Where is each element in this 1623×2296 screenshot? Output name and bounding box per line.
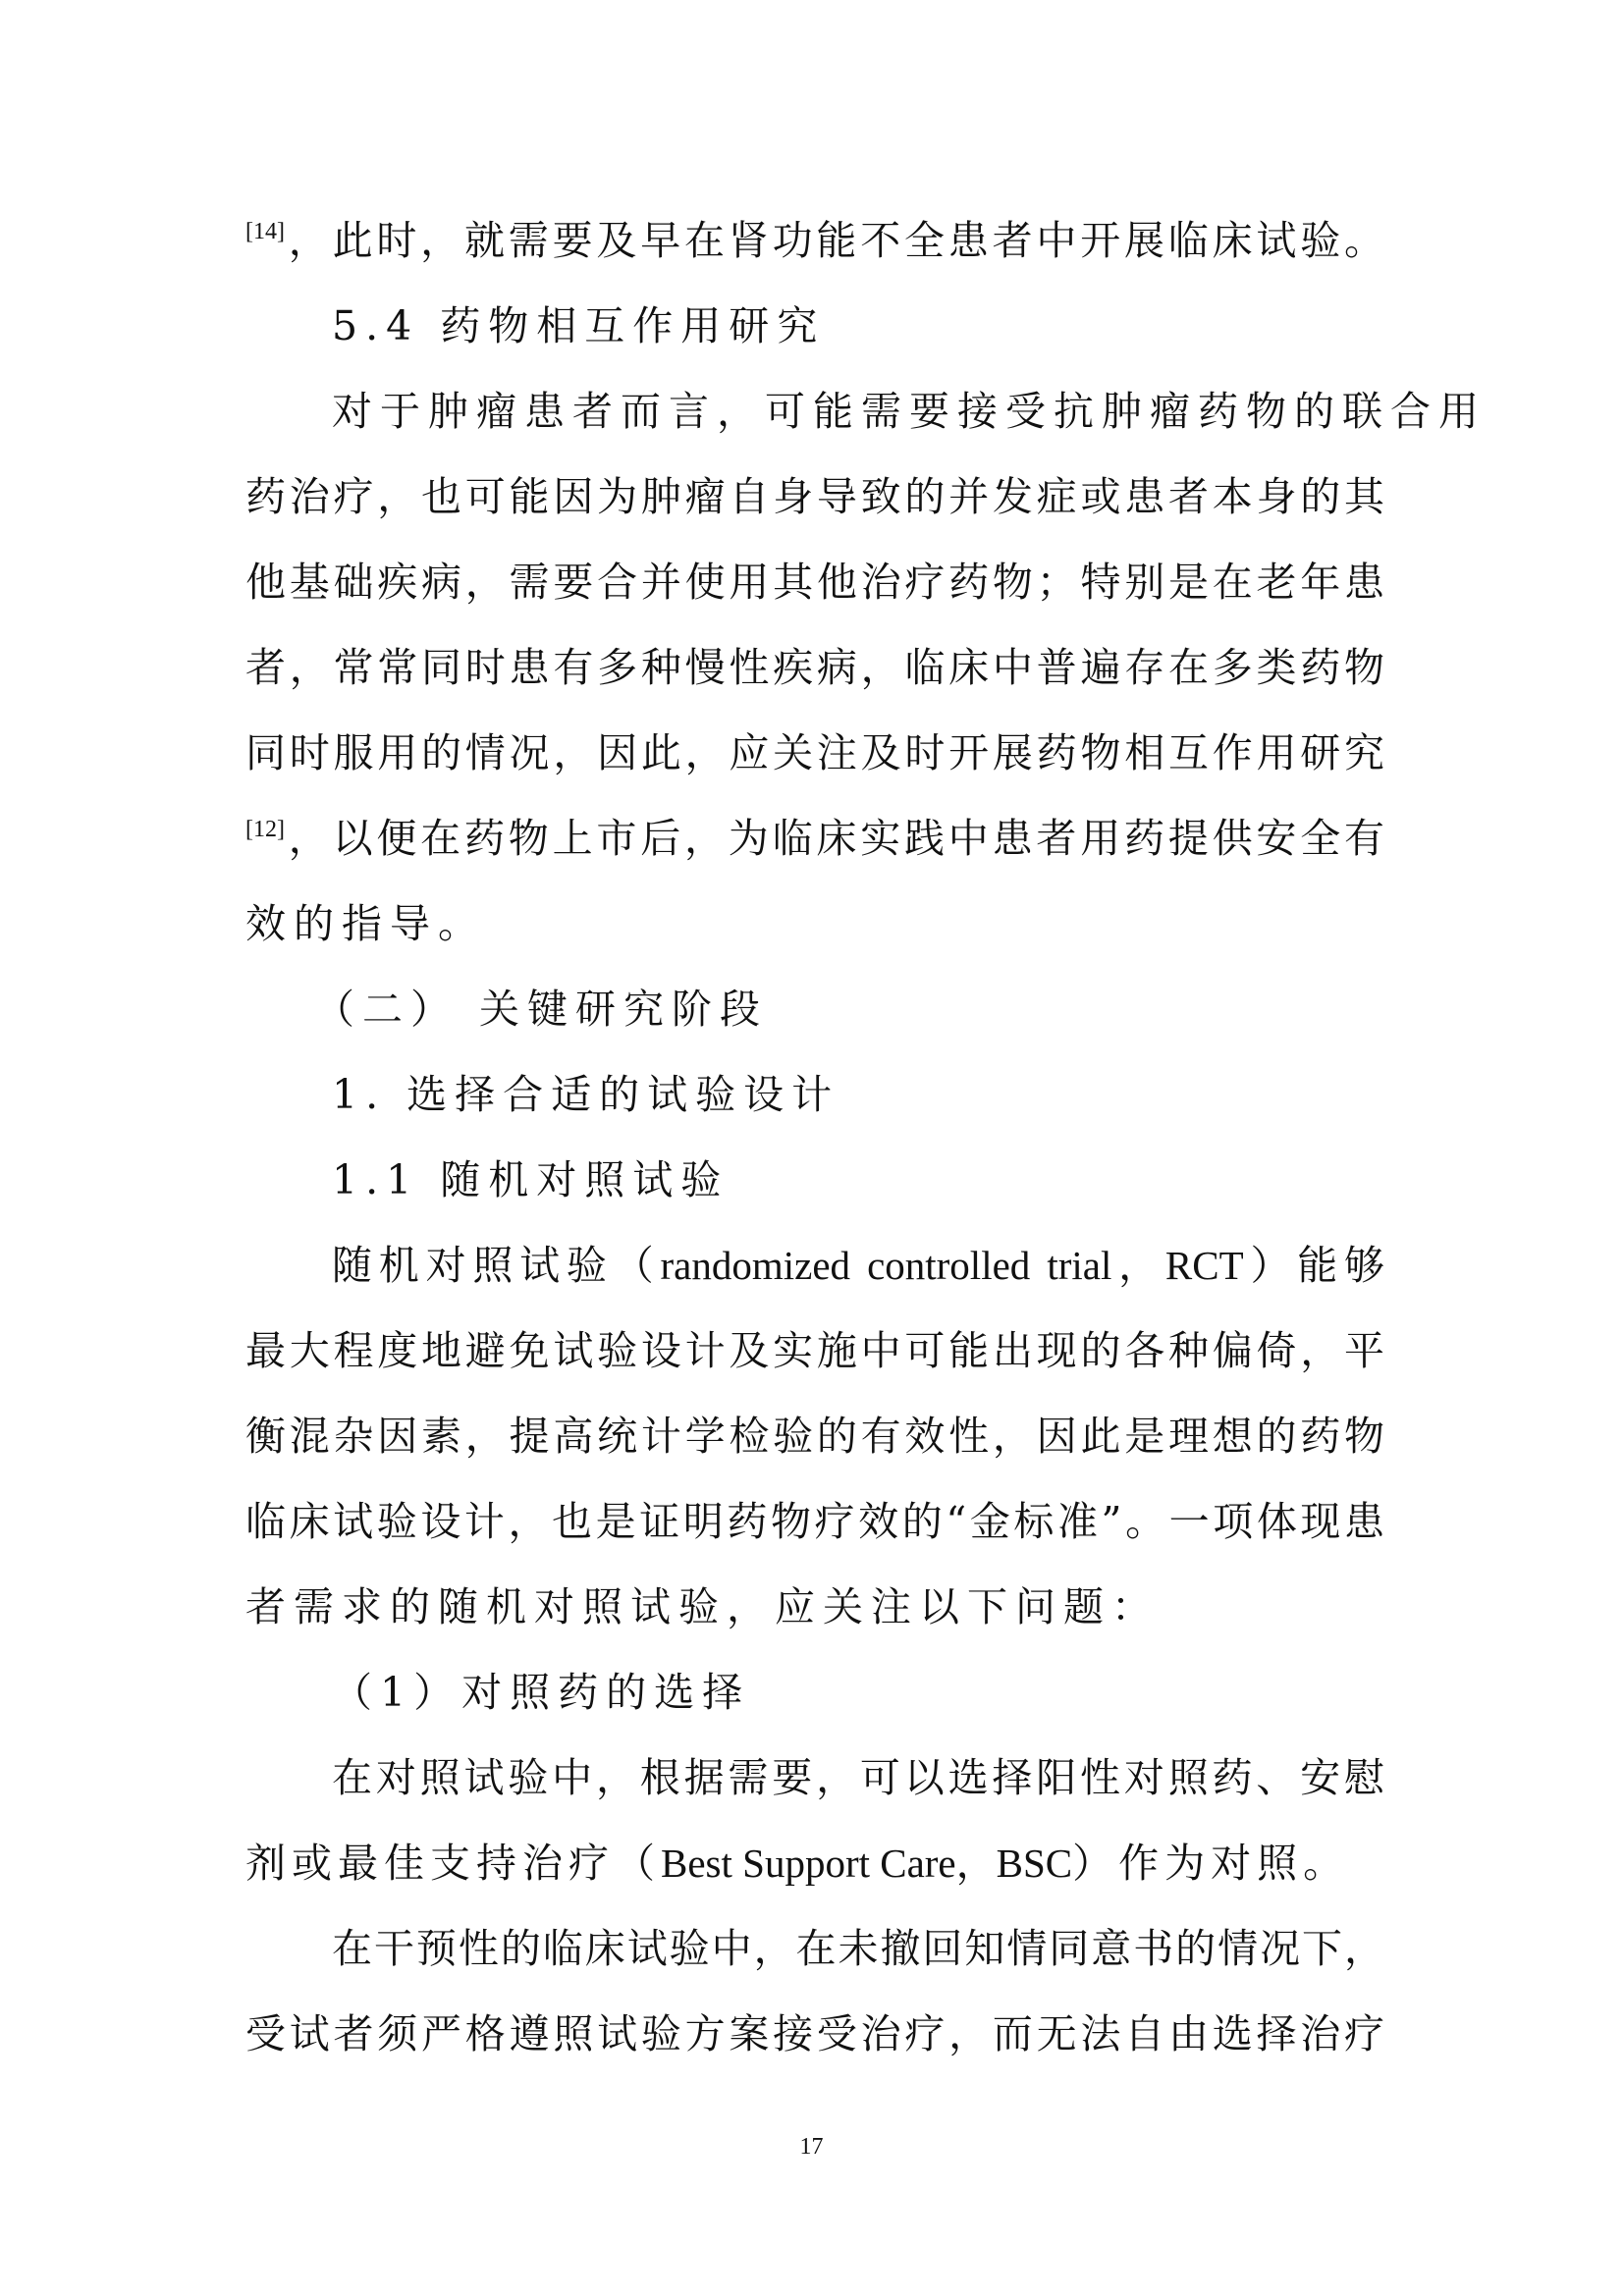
text-line: 受试者须严格遵照试验方案接受治疗，而无法自由选择治疗 — [245, 2010, 1384, 2057]
citation-ref: [14] — [245, 219, 285, 244]
page-number: 17 — [799, 2134, 824, 2160]
text-line: 者，常常同时患有多种慢性疾病，临床中普遍存在多类药物 — [245, 644, 1384, 691]
text-line: 药治疗，也可能因为肿瘤自身导致的并发症或患者本身的其 — [245, 473, 1384, 520]
text-line: 者需求的随机对照试验，应关注以下问题： — [245, 1583, 1160, 1630]
text-line: 衡混杂因素，提高统计学检验的有效性，因此是理想的药物 — [245, 1413, 1384, 1460]
text-line: [14]，此时，就需要及早在肾功能不全患者中开展临床试验。 — [245, 217, 1384, 264]
citation-ref: [12] — [245, 817, 285, 842]
section-heading-key-stages: （二） 关键研究阶段 — [314, 986, 769, 1033]
section-heading-1-1: 1.1 随机对照试验 — [332, 1156, 730, 1203]
text-line: 最大程度地避免试验设计及实施中可能出现的各种偏倚，平 — [245, 1327, 1384, 1374]
text-line: 对于肿瘤患者而言，可能需要接受抗肿瘤药物的联合用 — [332, 388, 1487, 435]
text-line: 随机对照试验（randomized controlled trial，RCT）能够 — [332, 1242, 1385, 1289]
text-line: 同时服用的情况，因此，应关注及时开展药物相互作用研究 — [245, 729, 1384, 776]
text-line: 在干预性的临床试验中，在未撤回知情同意书的情况下， — [332, 1925, 1384, 1972]
section-heading-5-4: 5.4 药物相互作用研究 — [332, 302, 826, 349]
text-line: 他基础疾病，需要合并使用其他治疗药物；特别是在老年患 — [245, 559, 1384, 606]
section-heading-1: 1. 选择合适的试验设计 — [332, 1071, 840, 1118]
text-line: 剂或最佳支持治疗（Best Support Care，BSC）作为对照。 — [245, 1840, 1350, 1887]
text-line: 效的指导。 — [245, 900, 486, 947]
subsection-heading-comparator: （1）对照药的选择 — [332, 1669, 751, 1716]
text-line: 在对照试验中，根据需要，可以选择阳性对照药、安慰 — [332, 1754, 1384, 1801]
text-line: 临床试验设计，也是证明药物疗效的“金标准”。一项体现患 — [245, 1498, 1384, 1545]
text-line: [12]，以便在药物上市后，为临床实践中患者用药提供安全有 — [245, 815, 1384, 862]
